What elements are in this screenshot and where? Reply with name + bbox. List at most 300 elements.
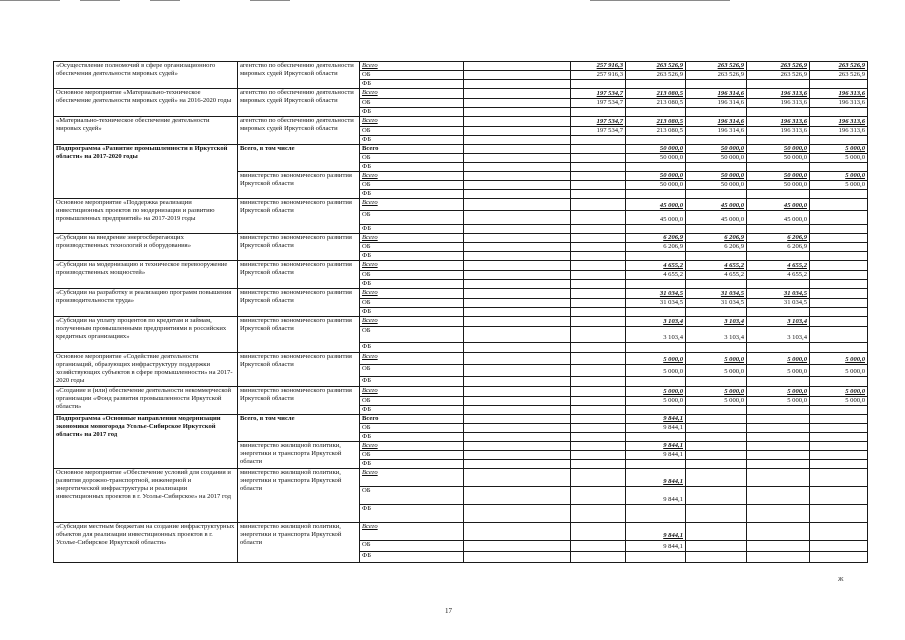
amount-cell [464, 145, 571, 154]
amount-cell [464, 108, 571, 117]
amount-cell [464, 415, 571, 424]
amount-cell [571, 460, 626, 469]
amount-cell [571, 433, 626, 442]
amount-cell [464, 397, 571, 406]
amount-cell [626, 252, 686, 261]
amount-cell [571, 317, 626, 327]
source-cell: Всего [360, 415, 464, 424]
amount-cell [810, 505, 868, 523]
margin-mark: ж [838, 574, 844, 583]
amount-cell: 3 103,4 [626, 317, 686, 327]
amount-cell [810, 460, 868, 469]
amount-cell [571, 505, 626, 523]
executor-cell: министерство экономического развития Иркутской области [238, 289, 360, 317]
amount-cell: 6 206,9 [747, 243, 810, 252]
amount-cell: 257 916,3 [571, 71, 626, 80]
table-row [54, 199, 868, 211]
amount-cell: 263 526,9 [810, 62, 868, 71]
source-cell: Всего [360, 199, 464, 211]
amount-cell: 3 103,4 [747, 317, 810, 327]
amount-cell: 9 844,1 [626, 469, 686, 487]
amount-cell [571, 353, 626, 365]
source-cell: ФБ [360, 406, 464, 415]
source-cell: ФБ [360, 108, 464, 117]
amount-cell [571, 271, 626, 280]
amount-cell [464, 308, 571, 317]
source-cell: Всего [360, 317, 464, 327]
amount-cell [571, 299, 626, 308]
amount-cell [571, 552, 626, 563]
amount-cell [810, 343, 868, 353]
amount-cell [464, 327, 571, 343]
amount-cell [747, 377, 810, 387]
amount-cell: 50 000,0 [747, 172, 810, 181]
amount-cell [810, 280, 868, 289]
amount-cell [464, 62, 571, 71]
amount-cell: 5 000,0 [686, 353, 747, 365]
amount-cell [464, 505, 571, 523]
amount-cell: 50 000,0 [686, 181, 747, 190]
event-name-cell: Основное мероприятие «Поддержка реализации инвестиционных проектов по модернизации и развитию промышленных предприятий» на 2017-2019 годы [54, 199, 238, 234]
amount-cell [464, 243, 571, 252]
amount-cell [571, 211, 626, 225]
amount-cell [626, 190, 686, 199]
amount-cell: 6 206,9 [686, 243, 747, 252]
amount-cell [686, 80, 747, 89]
amount-cell [686, 505, 747, 523]
budget-table [53, 61, 868, 563]
amount-cell [571, 451, 626, 460]
event-name-cell: «Создание и (или) обеспечение деятельности некоммерческой организации «Фонд развития промышленности Иркутской области» [54, 387, 238, 415]
amount-cell: 45 000,0 [686, 199, 747, 211]
amount-cell: 196 313,6 [810, 117, 868, 127]
amount-cell [810, 289, 868, 299]
amount-cell [571, 343, 626, 353]
source-cell: ФБ [360, 343, 464, 353]
amount-cell [686, 377, 747, 387]
amount-cell [464, 280, 571, 289]
amount-cell [626, 108, 686, 117]
amount-cell [571, 261, 626, 271]
amount-cell [810, 299, 868, 308]
amount-cell: 4 655,2 [686, 261, 747, 271]
event-name-cell: Основное мероприятие «Обеспечение условий для создания и развития дорожно-транспортной, инженерной и энергетической инфраструктуры и реализации инвестиционных проектов в г. Усолье-Сибирское» на 2017 год [54, 469, 238, 523]
amount-cell: 9 844,1 [626, 523, 686, 541]
amount-cell [747, 451, 810, 460]
amount-cell [747, 252, 810, 261]
source-cell: ФБ [360, 377, 464, 387]
amount-cell [571, 289, 626, 299]
amount-cell: 196 313,6 [747, 127, 810, 136]
table-row [54, 289, 868, 299]
amount-cell [464, 424, 571, 433]
amount-cell [686, 343, 747, 353]
amount-cell: 196 313,6 [747, 99, 810, 108]
amount-cell: 257 916,3 [571, 62, 626, 71]
source-cell: Всего [360, 387, 464, 397]
amount-cell: 50 000,0 [686, 145, 747, 154]
amount-cell: 5 000,0 [747, 365, 810, 377]
amount-cell [810, 552, 868, 563]
amount-cell [464, 127, 571, 136]
amount-cell [571, 243, 626, 252]
amount-cell [747, 225, 810, 234]
amount-cell [686, 451, 747, 460]
amount-cell: 196 314,6 [686, 89, 747, 99]
amount-cell [686, 487, 747, 505]
amount-cell: 45 000,0 [626, 211, 686, 225]
amount-cell [571, 199, 626, 211]
source-cell: ОБ [360, 365, 464, 377]
amount-cell: 3 103,4 [686, 327, 747, 343]
amount-cell [464, 181, 571, 190]
amount-cell [686, 163, 747, 172]
amount-cell [810, 487, 868, 505]
amount-cell [626, 136, 686, 145]
amount-cell: 50 000,0 [626, 154, 686, 163]
amount-cell [747, 343, 810, 353]
source-cell: ОБ [360, 181, 464, 190]
amount-cell [464, 377, 571, 387]
amount-cell: 5 000,0 [810, 154, 868, 163]
amount-cell [686, 136, 747, 145]
amount-cell: 50 000,0 [686, 172, 747, 181]
amount-cell [686, 406, 747, 415]
amount-cell: 5 000,0 [810, 397, 868, 406]
executor-cell: Всего, в том числе [238, 145, 360, 172]
amount-cell: 6 206,9 [686, 234, 747, 243]
amount-cell [571, 365, 626, 377]
amount-cell [747, 433, 810, 442]
event-name-cell: «Субсидии на уплату процентов по кредитам и займам, полученным промышленными предприятиями в российских кредитных организациях» [54, 317, 238, 353]
amount-cell [464, 89, 571, 99]
amount-cell: 31 034,5 [626, 289, 686, 299]
amount-cell [810, 415, 868, 424]
amount-cell: 5 000,0 [810, 145, 868, 154]
amount-cell: 263 526,9 [686, 62, 747, 71]
amount-cell [464, 289, 571, 299]
amount-cell: 6 206,9 [626, 234, 686, 243]
amount-cell: 50 000,0 [747, 181, 810, 190]
amount-cell [571, 424, 626, 433]
amount-cell [810, 308, 868, 317]
amount-cell: 31 034,5 [686, 299, 747, 308]
amount-cell [810, 80, 868, 89]
amount-cell [626, 552, 686, 563]
amount-cell: 196 313,6 [810, 99, 868, 108]
amount-cell [571, 234, 626, 243]
amount-cell [464, 117, 571, 127]
amount-cell: 9 844,1 [626, 424, 686, 433]
source-cell: Всего [360, 89, 464, 99]
amount-cell: 5 000,0 [747, 397, 810, 406]
amount-cell: 50 000,0 [626, 145, 686, 154]
amount-cell: 196 313,6 [810, 127, 868, 136]
executor-cell: агентство по обеспечению деятельности мировых судей Иркутской области [238, 62, 360, 89]
table-row [54, 62, 868, 71]
amount-cell [686, 442, 747, 451]
event-name-cell: Основное мероприятие «Содействие деятельности организаций, образующих инфраструктуру поддержки хозяйствующих субъектов в сфере промышленности» на 2017-2020 годы [54, 353, 238, 387]
amount-cell [626, 377, 686, 387]
source-cell: ОБ [360, 154, 464, 163]
table-row [54, 261, 868, 271]
amount-cell [810, 163, 868, 172]
amount-cell [464, 163, 571, 172]
amount-cell [686, 252, 747, 261]
amount-cell [464, 99, 571, 108]
amount-cell [810, 317, 868, 327]
amount-cell: 5 000,0 [686, 387, 747, 397]
executor-cell: министерство экономического развития Иркутской области [238, 199, 360, 234]
amount-cell [747, 406, 810, 415]
event-name-cell: Подпрограмма «Основные направления модернизации экономики моногорода Усолье-Сибирское Иркутской области» на 2017 год [54, 415, 238, 469]
source-cell: ОБ [360, 127, 464, 136]
executor-cell: Всего, в том числе [238, 415, 360, 442]
table-row [54, 145, 868, 154]
amount-cell [464, 317, 571, 327]
amount-cell: 263 526,9 [810, 71, 868, 80]
executor-cell: агентство по обеспечению деятельности мировых судей Иркутской области [238, 89, 360, 117]
amount-cell: 4 655,2 [747, 261, 810, 271]
amount-cell [571, 415, 626, 424]
amount-cell [686, 280, 747, 289]
amount-cell: 31 034,5 [747, 289, 810, 299]
amount-cell [571, 181, 626, 190]
source-cell: Всего [360, 289, 464, 299]
amount-cell: 50 000,0 [626, 172, 686, 181]
amount-cell [464, 211, 571, 225]
amount-cell [747, 460, 810, 469]
amount-cell [747, 541, 810, 552]
amount-cell: 263 526,9 [626, 71, 686, 80]
source-cell: Всего [360, 62, 464, 71]
amount-cell [464, 261, 571, 271]
amount-cell [810, 541, 868, 552]
budget-table-body [54, 62, 868, 563]
amount-cell: 9 844,1 [626, 451, 686, 460]
executor-cell: министерство экономического развития Иркутской области [238, 172, 360, 199]
amount-cell [464, 451, 571, 460]
executor-cell: министерство экономического развития Иркутской области [238, 387, 360, 415]
executor-cell: министерство жилищной политики, энергетики и транспорта Иркутской области [238, 469, 360, 523]
amount-cell [810, 261, 868, 271]
amount-cell [810, 451, 868, 460]
amount-cell [571, 145, 626, 154]
amount-cell [747, 136, 810, 145]
amount-cell: 197 534,7 [571, 117, 626, 127]
amount-cell [571, 541, 626, 552]
amount-cell: 4 655,2 [686, 271, 747, 280]
source-cell: ФБ [360, 252, 464, 261]
event-name-cell: «Субсидии на внедрение энергосберегающих производственных технологий и оборудования» [54, 234, 238, 261]
amount-cell [464, 343, 571, 353]
amount-cell: 9 844,1 [626, 442, 686, 451]
amount-cell: 9 844,1 [626, 487, 686, 505]
amount-cell [810, 199, 868, 211]
source-cell: ОБ [360, 397, 464, 406]
amount-cell [626, 225, 686, 234]
amount-cell: 5 000,0 [810, 365, 868, 377]
amount-cell [464, 387, 571, 397]
amount-cell: 263 526,9 [686, 71, 747, 80]
source-cell: ФБ [360, 190, 464, 199]
amount-cell [571, 190, 626, 199]
amount-cell [747, 280, 810, 289]
amount-cell: 213 080,5 [626, 99, 686, 108]
amount-cell [626, 343, 686, 353]
amount-cell [464, 541, 571, 552]
amount-cell [747, 523, 810, 541]
amount-cell: 213 080,5 [626, 89, 686, 99]
executor-cell: агентство по обеспечению деятельности мировых судей Иркутской области [238, 117, 360, 145]
amount-cell [464, 199, 571, 211]
amount-cell [810, 406, 868, 415]
amount-cell [686, 225, 747, 234]
amount-cell: 5 000,0 [747, 353, 810, 365]
amount-cell [686, 190, 747, 199]
amount-cell: 196 314,6 [686, 127, 747, 136]
source-cell: ОБ [360, 271, 464, 280]
amount-cell [626, 505, 686, 523]
source-cell: ФБ [360, 460, 464, 469]
amount-cell [571, 308, 626, 317]
amount-cell [810, 433, 868, 442]
amount-cell [810, 271, 868, 280]
amount-cell [686, 308, 747, 317]
amount-cell: 197 534,7 [571, 89, 626, 99]
source-cell: ОБ [360, 327, 464, 343]
source-cell: Всего [360, 117, 464, 127]
amount-cell [747, 80, 810, 89]
amount-cell: 5 000,0 [626, 353, 686, 365]
amount-cell [747, 190, 810, 199]
amount-cell [464, 172, 571, 181]
amount-cell [810, 211, 868, 225]
amount-cell: 5 000,0 [810, 172, 868, 181]
amount-cell [626, 433, 686, 442]
executor-cell: министерство экономического развития Иркутской области [238, 261, 360, 289]
source-cell: ФБ [360, 225, 464, 234]
source-cell: ОБ [360, 451, 464, 460]
table-row [54, 317, 868, 327]
event-name-cell: «Материально-техническое обеспечение деятельности мировых судей» [54, 117, 238, 145]
amount-cell [464, 365, 571, 377]
amount-cell [464, 80, 571, 89]
amount-cell: 9 844,1 [626, 541, 686, 552]
amount-cell [464, 252, 571, 261]
amount-cell: 3 103,4 [747, 327, 810, 343]
amount-cell: 5 000,0 [810, 353, 868, 365]
amount-cell [464, 487, 571, 505]
amount-cell: 50 000,0 [626, 181, 686, 190]
amount-cell [810, 252, 868, 261]
amount-cell [571, 172, 626, 181]
amount-cell [686, 108, 747, 117]
source-cell: Всего [360, 261, 464, 271]
amount-cell: 4 655,2 [626, 271, 686, 280]
amount-cell [810, 225, 868, 234]
executor-cell: министерство экономического развития Иркутской области [238, 317, 360, 353]
source-cell: Всего [360, 523, 464, 541]
amount-cell [571, 377, 626, 387]
table-row [54, 387, 868, 397]
source-cell: ФБ [360, 280, 464, 289]
amount-cell [571, 487, 626, 505]
amount-cell [464, 433, 571, 442]
amount-cell: 213 080,5 [626, 117, 686, 127]
amount-cell [571, 280, 626, 289]
event-name-cell: «Субсидии на разработку и реализацию программ повышения производительности труда» [54, 289, 238, 317]
table-row [54, 353, 868, 365]
amount-cell: 196 313,6 [747, 89, 810, 99]
amount-cell: 45 000,0 [747, 199, 810, 211]
amount-cell [810, 136, 868, 145]
amount-cell [571, 136, 626, 145]
amount-cell [464, 469, 571, 487]
amount-cell [686, 469, 747, 487]
amount-cell: 4 655,2 [626, 261, 686, 271]
amount-cell [747, 552, 810, 563]
source-cell: ОБ [360, 299, 464, 308]
source-cell: Всего [360, 353, 464, 365]
source-cell: ФБ [360, 163, 464, 172]
amount-cell [686, 460, 747, 469]
amount-cell [626, 80, 686, 89]
amount-cell [626, 460, 686, 469]
amount-cell: 263 526,9 [747, 71, 810, 80]
executor-cell: министерство жилищной политики, энергетики и транспорта Иркутской области [238, 442, 360, 469]
amount-cell [571, 252, 626, 261]
amount-cell [626, 163, 686, 172]
amount-cell: 197 534,7 [571, 127, 626, 136]
amount-cell: 263 526,9 [747, 62, 810, 71]
amount-cell [464, 406, 571, 415]
table-row [54, 117, 868, 127]
amount-cell [571, 406, 626, 415]
amount-cell [571, 225, 626, 234]
source-cell: ФБ [360, 505, 464, 523]
event-name-cell: «Субсидии на модернизацию и техническое перевооружение производственных мощностей» [54, 261, 238, 289]
source-cell: ОБ [360, 487, 464, 505]
amount-cell: 45 000,0 [747, 211, 810, 225]
source-cell: Всего [360, 172, 464, 181]
scan-top-edge [0, 0, 905, 3]
amount-cell [810, 469, 868, 487]
amount-cell: 5 000,0 [626, 365, 686, 377]
amount-cell [464, 190, 571, 199]
amount-cell: 213 080,5 [626, 127, 686, 136]
amount-cell [571, 442, 626, 451]
executor-cell: министерство экономического развития Иркутской области [238, 353, 360, 387]
amount-cell: 196 314,6 [686, 117, 747, 127]
source-cell: ОБ [360, 424, 464, 433]
amount-cell: 5 000,0 [626, 387, 686, 397]
amount-cell: 45 000,0 [686, 211, 747, 225]
amount-cell: 9 844,1 [626, 415, 686, 424]
table-row [54, 234, 868, 243]
amount-cell [686, 523, 747, 541]
amount-cell [626, 406, 686, 415]
amount-cell [810, 377, 868, 387]
amount-cell [571, 163, 626, 172]
amount-cell [464, 299, 571, 308]
amount-cell [747, 163, 810, 172]
amount-cell [571, 154, 626, 163]
source-cell: Всего [360, 145, 464, 154]
amount-cell [747, 424, 810, 433]
amount-cell [571, 108, 626, 117]
source-cell: ФБ [360, 80, 464, 89]
